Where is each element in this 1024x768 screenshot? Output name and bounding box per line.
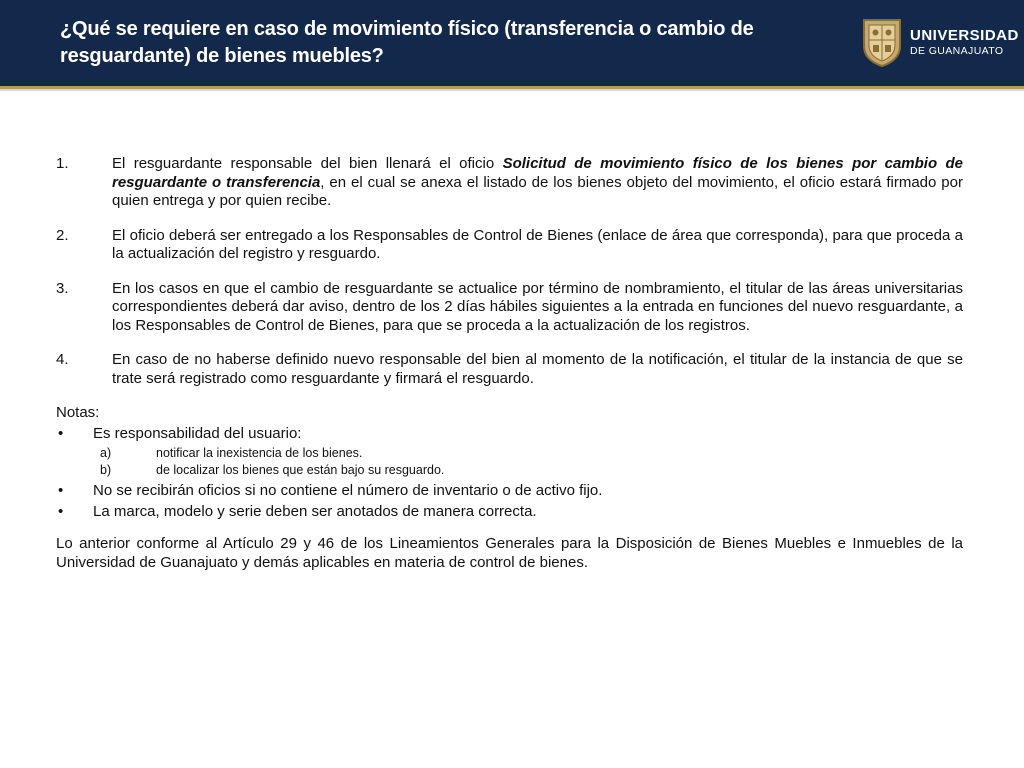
header-gray-divider: [0, 89, 1024, 91]
list-number: 3.: [56, 279, 69, 297]
legal-reference: Lo anterior conforme al Artículo 29 y 46 de los Lineamientos Generales para la Disposición de Bienes Muebles e Inmuebles de la Universidad de Guanajuato y demás aplicables en materia de control de bienes.: [56, 535, 963, 571]
sub-item-a: [56, 445, 963, 462]
main-content: [56, 155, 963, 572]
bullet-item-3: [56, 503, 963, 522]
list-number: 1.: [56, 155, 69, 172]
bullet-text: La marca, modelo y serie deben ser anotados de manera correcta.: [93, 502, 537, 520]
bullet-icon: •: [58, 502, 64, 520]
sub-text: de localizar los bienes que están bajo su resguardo.: [156, 463, 445, 477]
bullet-text: No se recibirán oficios si no contiene el número de inventario o de activo fijo.: [93, 482, 603, 499]
bullet-text: Es responsabilidad del usuario:: [93, 424, 302, 442]
logo-text-universidad: UNIVERSIDAD: [910, 27, 1019, 44]
form-name: Solicitud de movimiento físico de los bienes por cambio de resguardante o transferencia: [112, 155, 964, 191]
item-text: En los casos en que el cambio de resguardante se actualice por término de nombramiento, el titular de las áreas universitarias correspondientes deberá dar aviso, dentro de los 2 días hábiles siguientes a la entrada en funciones del nuevo resguardante, a los Responsables de Control de Bienes, para que se proceda a la actualización de los registros.: [112, 279, 963, 334]
list-item-4: [56, 351, 963, 388]
item-text: El oficio deberá ser entregado a los Responsables de Control de Bienes (enlace de área que corresponda), para que proceda a la actualización del registro y resguardo.: [112, 226, 963, 262]
bullet-icon: •: [58, 482, 64, 499]
university-seal-icon: [860, 16, 904, 68]
list-item-2: [56, 227, 963, 264]
sub-text: notificar la inexistencia de los bienes.: [156, 446, 363, 460]
notes-label: Notas:: [56, 404, 100, 421]
item-text: En caso de no haberse definido nuevo responsable del bien al momento de la notificación, el titular de la instancia de que se trate será registrado como resguardante y firmará el resguardo.: [112, 351, 963, 387]
list-number: 4.: [56, 351, 69, 368]
item-text-start: El resguardante responsable del bien llenará el oficio: [112, 155, 503, 172]
sub-item-b: [56, 462, 963, 479]
sub-letter: b): [100, 463, 112, 477]
list-item-1: [56, 155, 963, 211]
university-logo: [860, 14, 1020, 70]
list-item-3: [56, 280, 963, 336]
bullet-item-2: [56, 482, 963, 501]
sub-letter: a): [100, 446, 112, 460]
list-number: 2.: [56, 226, 69, 244]
bullet-icon: •: [58, 424, 64, 442]
bullet-item-1: [56, 425, 963, 444]
item-text-end: , en el cual se anexa el listado de los bienes objeto del movimiento, el oficio estará firmado por quien entrega y por quien recibe.: [112, 173, 963, 209]
logo-text-guanajuato: DE GUANAJUATO: [910, 45, 1004, 57]
page-title: ¿Qué se requiere en caso de movimiento físico (transferencia o cambio de resguardante) de bienes muebles?: [60, 18, 754, 67]
header-bar: [0, 0, 1024, 86]
